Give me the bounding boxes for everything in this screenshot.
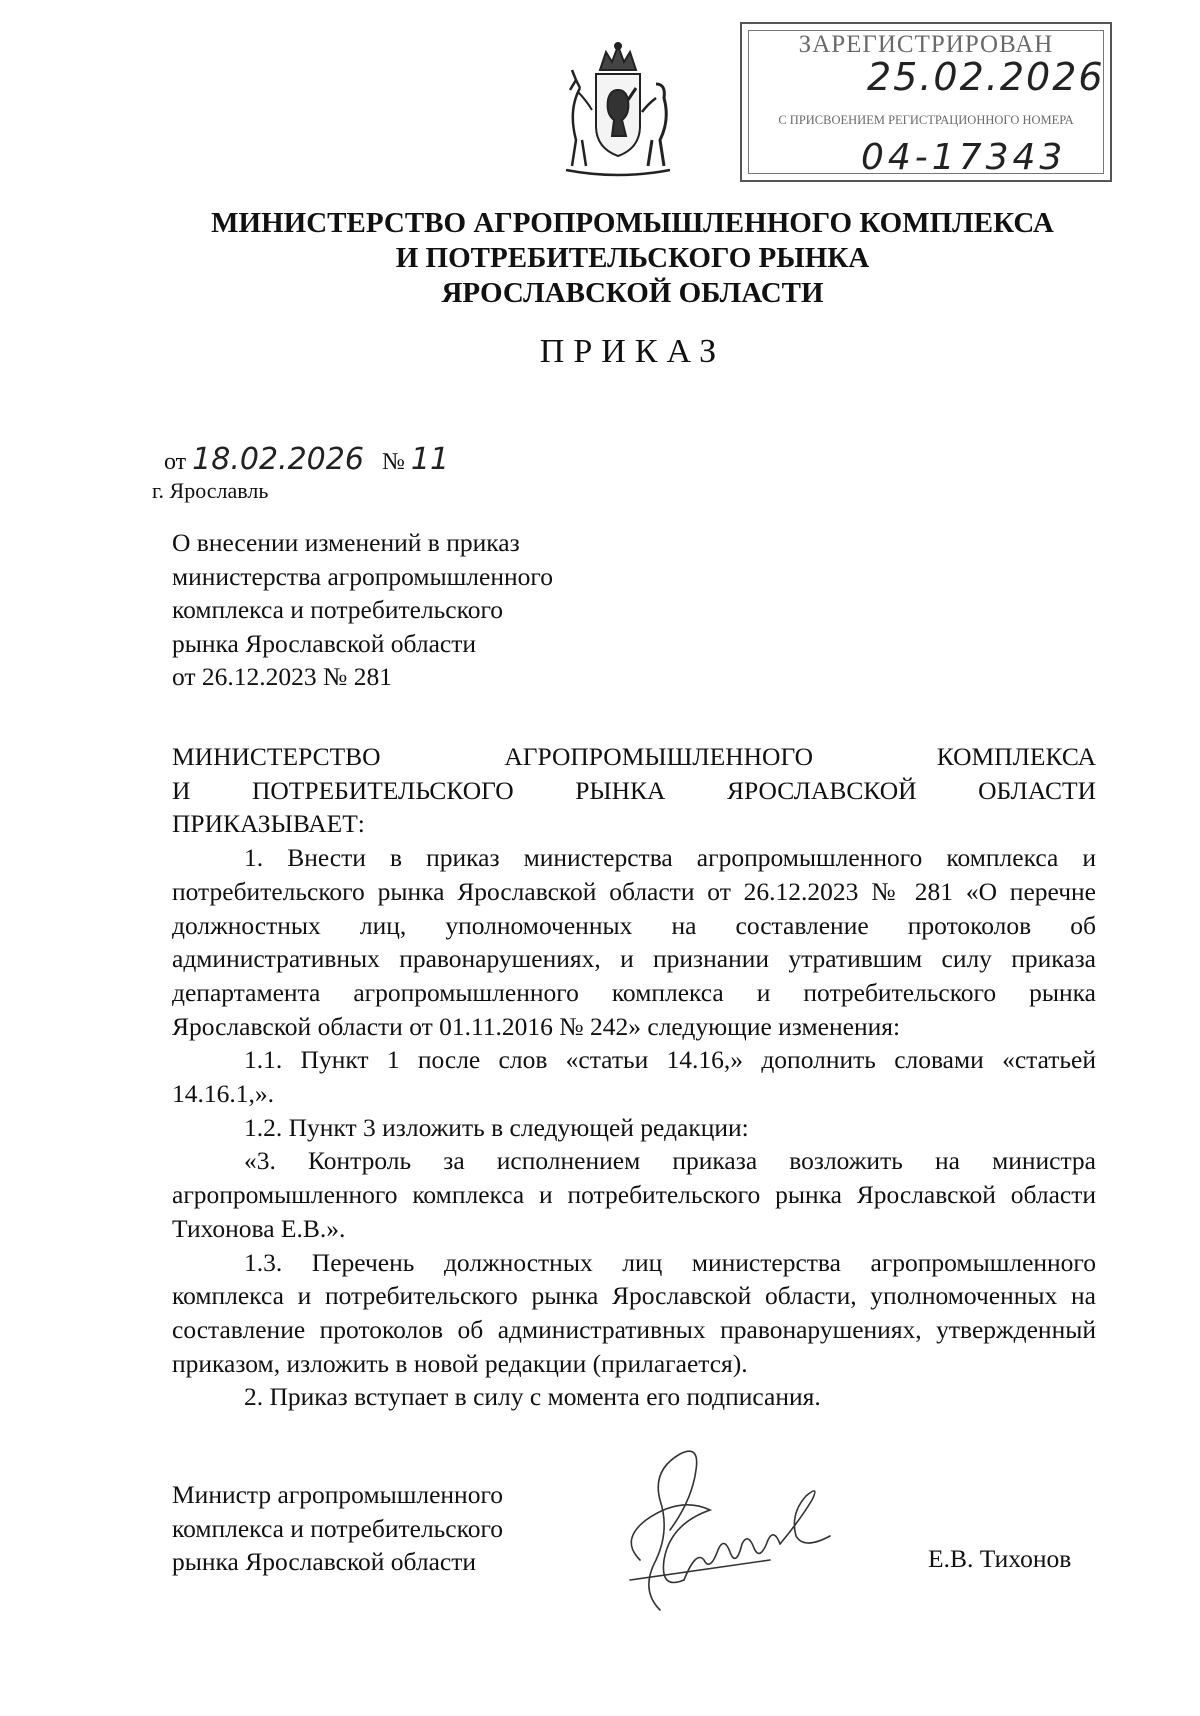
- paragraph-1: 1. Внести в приказ министерства агропромышленного комплекса и потребительского рынка Ярославской области от 26.12.2023 № 281 «О перечне должностных лиц, уполномоченных на составление протоколов об административных правонарушениях, и признании утратившим силу приказа департамента агропромышленного комплекса и потребительского рынка Ярославской области от 01.11.2016 № 242» следующие изменения:: [172, 843, 1096, 1041]
- signatory-title-line: рынка Ярославской области: [172, 1547, 477, 1576]
- stamp-number: 04-17343: [861, 137, 1067, 178]
- paragraph-1-2: 1.2. Пункт 3 изложить в следующей редакции:: [244, 1112, 749, 1142]
- document-body: [172, 740, 1096, 1414]
- paragraph-2: 2. Приказ вступает в силу с момента его подписания.: [244, 1382, 821, 1412]
- organization-header: [0, 206, 1200, 311]
- signatory-title-line: комплекса и потребительского: [172, 1513, 504, 1543]
- registration-stamp: [740, 22, 1112, 182]
- signatory-title-line: Министр агропромышленного: [172, 1480, 504, 1509]
- document-type-title: ПРИКАЗ: [539, 333, 726, 370]
- date-number-line: [164, 442, 449, 477]
- from-label: от: [164, 449, 187, 475]
- preamble-line: ПРИКАЗЫВАЕТ:: [172, 809, 365, 839]
- stamp-title: ЗАРЕГИСТРИРОВАН: [798, 31, 1054, 58]
- city: г. Ярославль: [152, 478, 269, 503]
- subject-line: министерства агропромышленного: [172, 561, 553, 591]
- subject-line: от 26.12.2023 № 281: [172, 662, 393, 691]
- stamp-subtitle: С ПРИСВОЕНИЕМ РЕГИСТРАЦИОННОГО НОМЕРА: [778, 113, 1074, 127]
- signatory-name: Е.В. Тихонов: [928, 1544, 1072, 1573]
- org-line: МИНИСТЕРСТВО АГРОПРОМЫШЛЕННОГО КОМПЛЕКСА: [211, 207, 1054, 239]
- signatory-title: [172, 1478, 503, 1579]
- handwritten-date: 18.02.2026: [192, 442, 364, 477]
- paragraph-1-1: 1.1. Пункт 1 после слов «статьи 14.16,» дополнить словами «статьей 14.16.1,».: [172, 1045, 1096, 1109]
- number-label: №: [381, 449, 405, 475]
- document-subject: [172, 526, 632, 694]
- handwritten-signature: [600, 1440, 860, 1620]
- preamble-line: МИНИСТЕРСТВО АГРОПРОМЫШЛЕННОГО КОМПЛЕКСА: [172, 742, 1096, 771]
- preamble-line: И ПОТРЕБИТЕЛЬСКОГО РЫНКА ЯРОСЛАВСКОЙ ОБЛАСТИ: [172, 775, 1096, 805]
- org-line: ЯРОСЛАВСКОЙ ОБЛАСТИ: [441, 277, 824, 309]
- handwritten-number: 11: [410, 442, 450, 477]
- stamp-date: 25.02.2026: [867, 55, 1105, 99]
- subject-line: рынка Ярославской области: [172, 628, 477, 658]
- paragraph-1-2-quote: «3. Контроль за исполнением приказа возложить на министра агропромышленного комплекса и потребительского рынка Ярославской области Тихонова Е.В.».: [172, 1146, 1096, 1243]
- paragraph-1-3: 1.3. Перечень должностных лиц министерства агропромышленного комплекса и потребительского рынка Ярославской области, уполномоченных на составление протоколов об административных правонарушениях, утвержденный приказом, изложить в новой редакции (прилагается).: [172, 1247, 1096, 1378]
- subject-line: комплекса и потребительского: [172, 595, 504, 624]
- org-line: И ПОТРЕБИТЕЛЬСКОГО РЫНКА: [395, 242, 870, 274]
- coat-of-arms-emblem: [556, 40, 680, 186]
- subject-line: О внесении изменений в приказ: [172, 528, 520, 557]
